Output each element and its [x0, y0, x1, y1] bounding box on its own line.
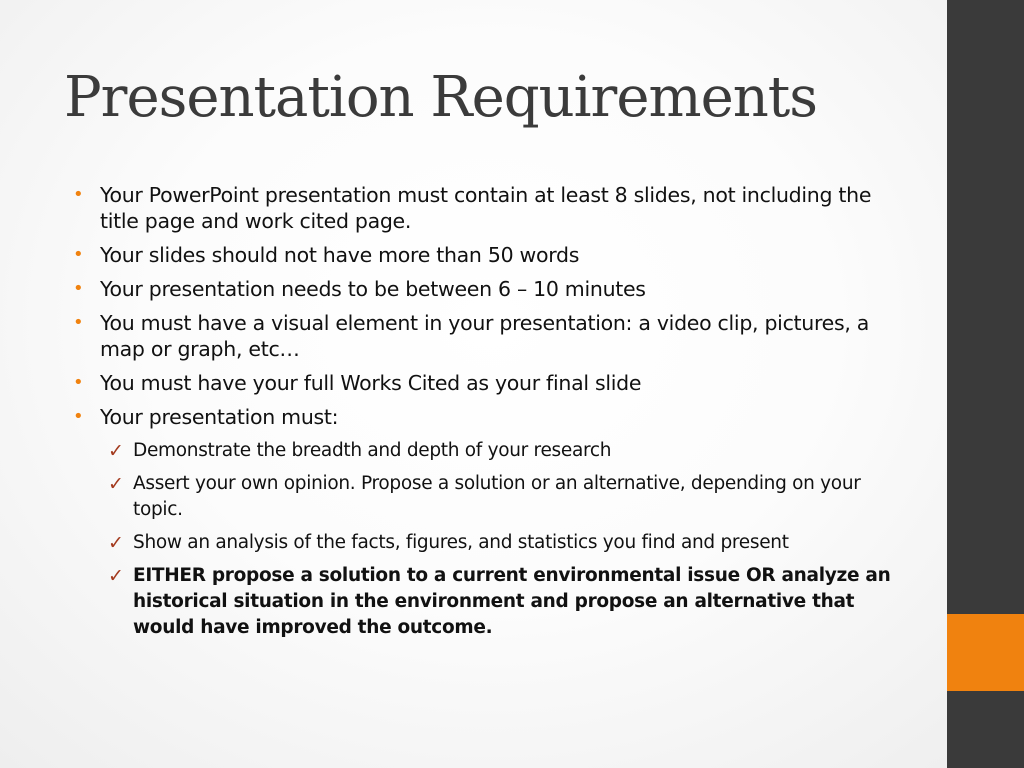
bullet-dot-icon: •	[73, 244, 84, 265]
bullet-dot-icon: •	[73, 372, 84, 393]
sub-bullet-item	[108, 471, 900, 523]
checkmark-icon: ✓	[108, 473, 124, 495]
sub-bullet-text: Show an analysis of the facts, figures, and statistics you find and present	[133, 532, 789, 553]
sub-bullet-item	[108, 438, 900, 464]
bullet-item	[73, 370, 900, 396]
bullet-item	[73, 404, 900, 641]
bullet-item	[73, 182, 900, 234]
bullet-text: You must have a visual element in your presentation: a video clip, pictures, a map or graph, etc…	[100, 311, 870, 361]
sub-bullet-text: Demonstrate the breadth and depth of your research	[133, 440, 612, 461]
checkmark-icon: ✓	[108, 440, 124, 462]
slide-title: Presentation Requirements	[64, 65, 818, 130]
bullet-item	[73, 276, 900, 302]
sub-bullet-item	[108, 530, 900, 556]
bullet-list	[73, 182, 900, 649]
sub-bullet-text: EITHER propose a solution to a current environmental issue OR analyze an historical situation in the environment and propose an alternative that would have improved the outcome.	[133, 565, 891, 638]
side-accent-square	[947, 614, 1024, 691]
bullet-item	[73, 310, 900, 362]
bullet-item	[73, 242, 900, 268]
checkmark-icon: ✓	[108, 532, 124, 554]
checkmark-icon: ✓	[108, 565, 124, 587]
bullet-text: Your presentation needs to be between 6 – 10 minutes	[100, 277, 646, 301]
bullet-text: You must have your full Works Cited as your final slide	[100, 371, 642, 395]
bullet-dot-icon: •	[73, 278, 84, 299]
bullet-dot-icon: •	[73, 406, 84, 427]
sub-bullet-text: Assert your own opinion. Propose a solution or an alternative, depending on your topic.	[133, 473, 861, 520]
bullet-text: Your slides should not have more than 50 words	[100, 243, 580, 267]
bullet-dot-icon: •	[73, 184, 84, 205]
bullet-text: Your presentation must:	[100, 405, 339, 429]
bullet-text: Your PowerPoint presentation must contain at least 8 slides, not including the title page and work cited page.	[100, 183, 872, 233]
sub-bullet-list	[100, 438, 900, 641]
bullet-dot-icon: •	[73, 312, 84, 333]
sub-bullet-item	[108, 563, 900, 641]
